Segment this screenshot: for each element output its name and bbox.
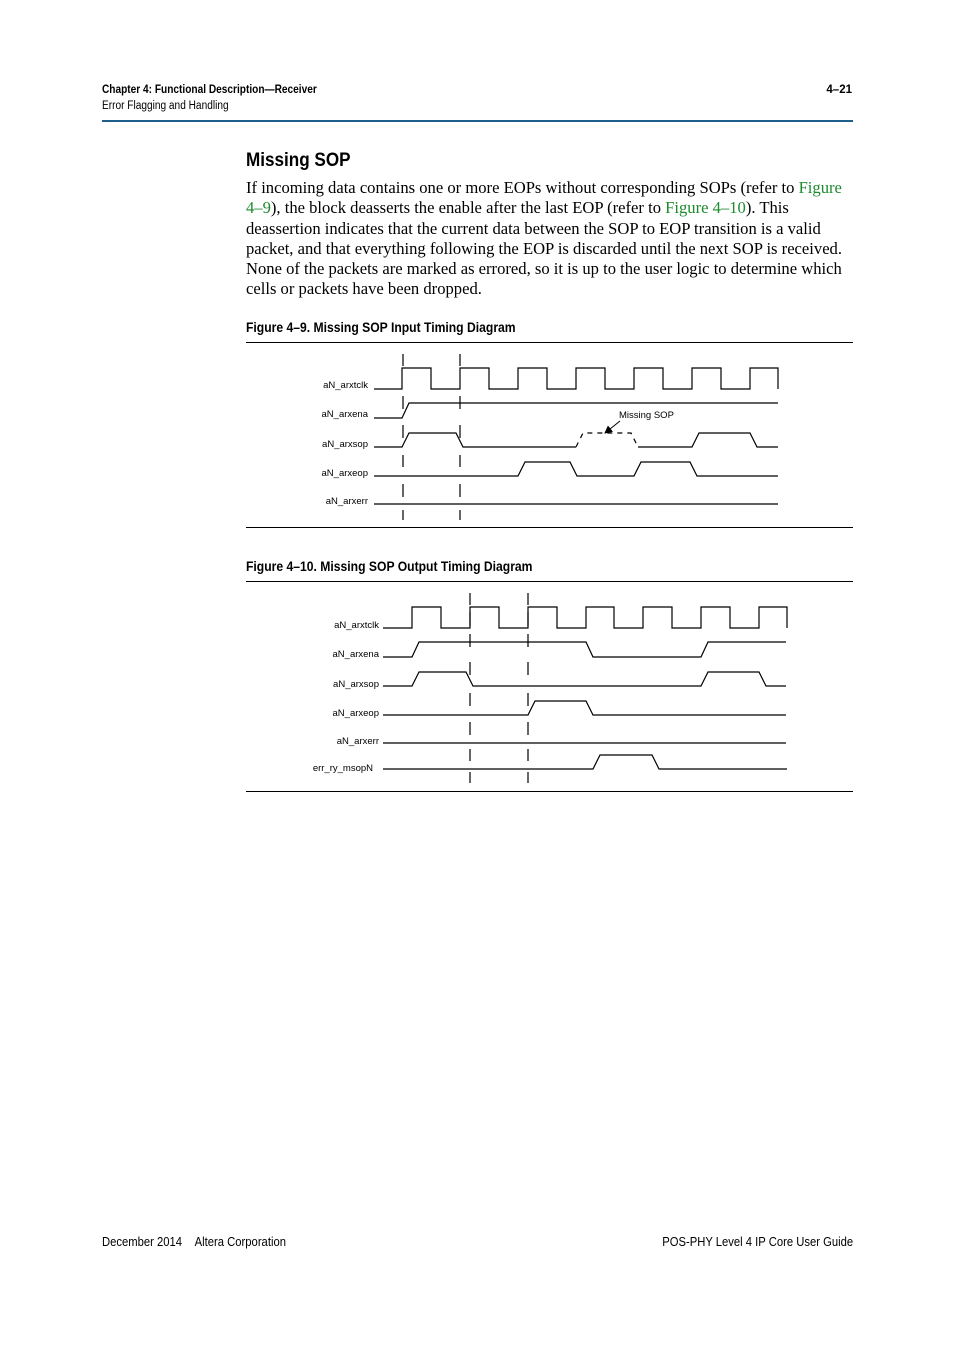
enable-waveform xyxy=(383,642,786,657)
signal-label-arxsop: aN_arxsop xyxy=(322,439,368,450)
figure-4-9-diagram xyxy=(322,354,778,520)
signal-label-arxtclk: aN_arxtclk xyxy=(323,380,368,391)
paragraph-text: ). This deassertion indicates that the current data between the SOP to EOP transition is a valid packet, and that everything following the EOP is discarded until the next SOP is received. None of the packets are marked as errored, so it is up to the user logic to determine which cells or packets have been dropped. xyxy=(246,198,843,299)
figure-4-10-link[interactable]: Figure 4–10 xyxy=(665,198,746,218)
enable-waveform xyxy=(374,403,778,418)
missing-sop-dashed-pulse xyxy=(576,433,638,447)
signal-label-arxena: aN_arxena xyxy=(332,649,379,660)
footer-guide-title: POS-PHY Level 4 IP Core User Guide xyxy=(662,1235,853,1249)
figure-4-9-caption: Figure 4–9. Missing SOP Input Timing Diagram xyxy=(246,320,516,335)
figure-4-9-link[interactable]: Figure 4–9 xyxy=(246,178,842,218)
figure-4-10-caption: Figure 4–10. Missing SOP Output Timing Diagram xyxy=(246,559,533,574)
paragraph-text: ), the block deasserts the enable after the last EOP (refer to xyxy=(270,198,666,218)
page-number: 4–21 xyxy=(826,84,852,96)
clock-waveform xyxy=(374,368,778,389)
signal-label-arxeop: aN_arxeop xyxy=(321,468,368,479)
sop-waveform xyxy=(374,433,576,447)
section-title: Missing SOP xyxy=(246,150,351,171)
annotation-arrow xyxy=(605,421,620,433)
sop-waveform-tail xyxy=(638,433,778,447)
section-header: Error Flagging and Handling xyxy=(102,100,229,112)
eop-waveform xyxy=(374,462,778,476)
sop-waveform xyxy=(383,672,786,686)
msop-error-waveform xyxy=(383,755,787,769)
signal-label-arxerr: aN_arxerr xyxy=(325,496,368,507)
paragraph-text: If incoming data contains one or more EOPs without corresponding SOPs (refer to xyxy=(246,178,799,197)
signal-label-arxeop: aN_arxeop xyxy=(332,708,379,719)
signal-label-arxerr: aN_arxerr xyxy=(336,736,379,747)
eop-waveform xyxy=(383,701,786,715)
chapter-header: Chapter 4: Functional Description—Receiver xyxy=(102,84,317,96)
clock-waveform xyxy=(383,607,787,628)
footer-company: Altera Corporation xyxy=(194,1235,286,1249)
footer-date: December 2014 xyxy=(102,1235,183,1249)
figure-4-10-diagram xyxy=(313,593,787,783)
signal-label-arxtclk: aN_arxtclk xyxy=(334,620,379,631)
signal-label-arxsop: aN_arxsop xyxy=(333,679,379,690)
signal-label-err-ry-msopn: err_ry_msopN xyxy=(312,763,373,774)
signal-label-arxena: aN_arxena xyxy=(321,409,368,420)
footer-left xyxy=(102,1235,286,1249)
missing-sop-annotation: Missing SOP xyxy=(619,410,674,421)
